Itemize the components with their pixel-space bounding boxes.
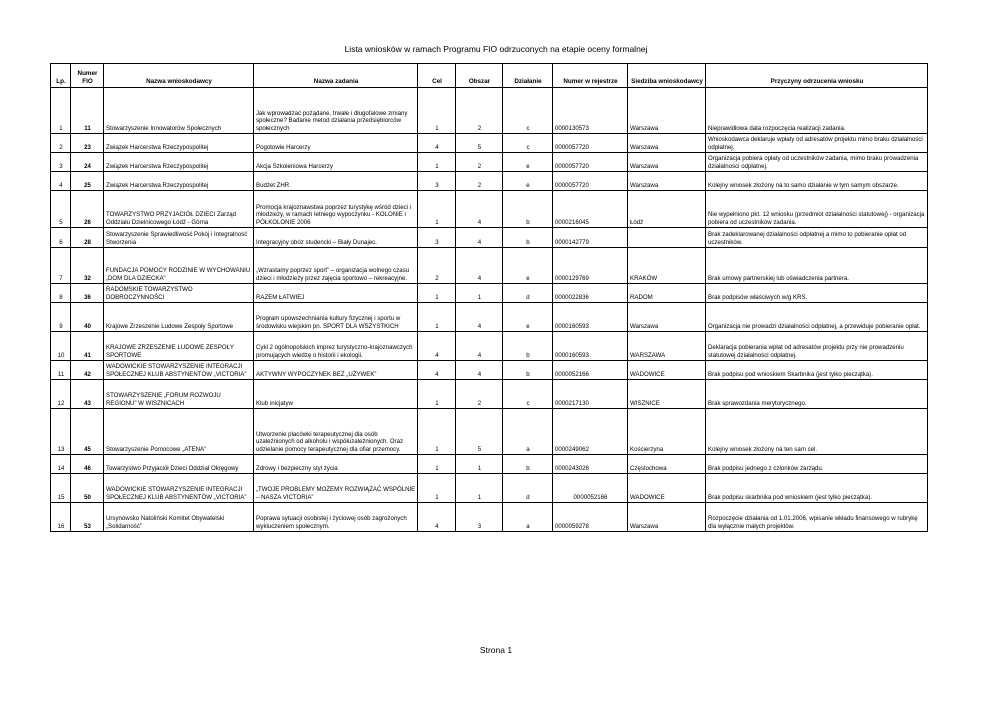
row-nr-fio: 23 [71,134,104,153]
row-lp: 1 [51,88,71,134]
row-nr-fio: 43 [71,380,104,409]
row-cel: 1 [418,380,456,409]
row-zadanie: Jak wprowadzać pożądane, trwałe i długofalowe zmiany społeczne? Badanie metod działania przedsiębiorców społecznych [254,88,418,134]
row-obszar: 1 [456,455,503,474]
row-rejestr: 0000022836 [553,284,628,303]
row-siedziba: WADOWICE [628,361,706,380]
row-siedziba: Warszawa [628,134,706,153]
row-siedziba: Częstochowa [628,455,706,474]
row-siedziba: RADOM [628,284,706,303]
table-row [51,332,928,361]
row-dzialanie: d [503,284,553,303]
table-row [51,134,928,153]
row-przyczyny: Brak podpisów właściwych w/g KRS. [706,284,928,303]
row-lp: 12 [51,380,71,409]
row-nr-fio: 32 [71,248,104,284]
row-wnioskodawca: KRAJOWE ZRZESZENIE LUDOWE ZESPOŁY SPORTOWE [104,332,254,361]
row-cel: 3 [418,228,456,248]
table-header-row [51,64,928,88]
row-rejestr: 0000217130 [553,380,628,409]
row-dzialanie: c [503,88,553,134]
row-cel: 4 [418,503,456,532]
row-zadanie: RAZEM ŁATWIEJ [254,284,418,303]
row-przyczyny: Brak umowy partnerskiej lub oświadczenia partnera. [706,248,928,284]
table-row [51,191,928,228]
row-zadanie: AKTYWNY WYPOCZYNEK BEZ „UŻYWEK” [254,361,418,380]
row-dzialanie: b [503,455,553,474]
row-cel: 1 [418,303,456,332]
row-lp: 5 [51,191,71,228]
row-obszar: 4 [456,332,503,361]
row-cel: 1 [418,191,456,228]
row-siedziba: KRAKÓW [628,248,706,284]
row-dzialanie: b [503,361,553,380]
row-wnioskodawca: Stowarzyszenie Sprawiedliwość Pokój i Integralność Stworzenia [104,228,254,248]
row-siedziba [628,228,706,248]
row-zadanie: „Wzrastamy poprzez sport” – organizacja wolnego czasu dzieci i młodzieży przez zajęcia sportowo – rekreacyjne. [254,248,418,284]
row-lp: 7 [51,248,71,284]
row-obszar: 4 [456,303,503,332]
row-rejestr: 0000052166 [553,361,628,380]
row-wnioskodawca: Związek Harcerstwa Rzeczypospolitej [104,134,254,153]
row-zadanie: Poprawa sytuacji osobistej i życiowej osób zagrożonych wykluczeniem społecznym. [254,503,418,532]
header-lp: Lp. [51,64,71,88]
row-zadanie: Pogotowie Harcerzy [254,134,418,153]
row-lp: 10 [51,332,71,361]
row-dzialanie: b [503,228,553,248]
row-rejestr: 0000130573 [553,88,628,134]
row-rejestr: 0000243026 [553,455,628,474]
header-siedziba: Siedziba wnioskodawcy [628,64,706,88]
row-przyczyny: Kolejny wniosek złożony na to samo działanie w tym samym obszarze. [706,172,928,191]
row-rejestr: 0000057720 [553,172,628,191]
table-row [51,503,928,532]
row-nr-fio: 25 [71,172,104,191]
header-wnioskodawca: Nazwa wnioskodawcy [104,64,254,88]
row-dzialanie: b [503,191,553,228]
row-nr-fio: 41 [71,332,104,361]
row-przyczyny: Wnioskodawca deklaruje wpłaty od adresatów projektu mimo braku działalności odpłatnej. [706,134,928,153]
row-zadanie: Integracyjny obóz studencki – Biały Dunajec. [254,228,418,248]
row-rejestr: 0000160593 [553,332,628,361]
row-dzialanie: e [503,153,553,172]
row-cel: 4 [418,332,456,361]
row-zadanie: „TWOJE PROBLEMY MOŻEMY ROZWIĄZAĆ WSPÓLNIE – NASZA VICTORIA” [254,474,418,503]
table-row [51,303,928,332]
row-siedziba: WADOWICE [628,474,706,503]
row-siedziba: Warszawa [628,303,706,332]
row-siedziba: Warszawa [628,153,706,172]
row-lp: 14 [51,455,71,474]
row-siedziba: Warszawa [628,172,706,191]
row-nr-fio: 46 [71,455,104,474]
table-row [51,361,928,380]
row-zadanie: Utworzenie placówki terapeutycznej dla osób uzależnionych od alkoholu i współuzależnionych. Oraz udzielanie pomocy terapeutycznej dla ofiar przemocy. [254,409,418,455]
row-wnioskodawca: Związek Harcerstwa Rzeczypospolitej [104,153,254,172]
row-zadanie: Akcja Szkoleniowa Harcerzy [254,153,418,172]
row-siedziba: WISZNICE [628,380,706,409]
row-obszar: 5 [456,409,503,455]
row-wnioskodawca: RADOMSKIE TOWARZYSTWO DOBROCZYNNOŚCI [104,284,254,303]
row-nr-fio: 36 [71,284,104,303]
table-row [51,248,928,284]
row-cel: 1 [418,88,456,134]
row-przyczyny: Brak podpisu pod wnioskiem Skarbnika (jest tylko pieczątka). [706,361,928,380]
table-row [51,455,928,474]
row-lp: 6 [51,228,71,248]
row-rejestr: 0000059278 [553,503,628,532]
row-dzialanie: a [503,409,553,455]
row-przyczyny: Nieprawidłowa data rozpoczęcia realizacji zadania. [706,88,928,134]
table-row [51,153,928,172]
row-dzialanie: d [503,474,553,503]
row-lp: 13 [51,409,71,455]
row-wnioskodawca: Ursynowsko Natoliński Komitet Obywatelski „Solidarność” [104,503,254,532]
row-wnioskodawca: Związek Harcerstwa Rzeczypospolitej [104,172,254,191]
row-rejestr: 0000160593 [553,303,628,332]
row-zadanie: Zdrowy i bezpieczny styl życia [254,455,418,474]
row-nr-fio: 11 [71,88,104,134]
row-cel: 1 [418,284,456,303]
row-nr-fio: 42 [71,361,104,380]
row-cel: 1 [418,455,456,474]
table-row [51,284,928,303]
row-lp: 3 [51,153,71,172]
row-przyczyny: Nie wypełniono pkt. 12 wniosku (przedmiot działalności statutowej) - organizacja pobiera od uczestników zadania. [706,191,928,228]
row-siedziba: Warszawa [628,88,706,134]
row-wnioskodawca: Stowarzyszenie Pomocowe „ATENA” [104,409,254,455]
row-lp: 9 [51,303,71,332]
header-cel: Cel [418,64,456,88]
row-rejestr: 0000057720 [553,153,628,172]
row-lp: 4 [51,172,71,191]
row-nr-fio: 26 [71,191,104,228]
table-row [51,172,928,191]
row-wnioskodawca: WADOWICKIE STOWARZYSZENIE INTEGRACJI SPOŁECZNEJ KLUB ABSTYNENTÓW „VICTORIA” [104,474,254,503]
row-dzialanie: a [503,503,553,532]
row-zadanie: Program upowszechniania kultury fizycznej i sportu w środowisku wiejskim pn. SPORT DLA WSZYSTKICH [254,303,418,332]
header-przyczyny: Przyczyny odrzucenia wniosku [706,64,928,88]
row-przyczyny: Organizacja pobiera opłaty od uczestników zadania, mimo braku prowadzenia działalności odpłatnej. [706,153,928,172]
table-row [51,228,928,248]
row-obszar: 1 [456,474,503,503]
row-rejestr: 0000052166 [553,474,628,503]
row-przyczyny: Brak podpisu jednego z członków zarządu. [706,455,928,474]
row-lp: 2 [51,134,71,153]
row-nr-fio: 40 [71,303,104,332]
row-przyczyny: Deklaracja pobierania wpłat od adresatów projektu przy nie prowadzeniu statutowej działalności odpłatnej. [706,332,928,361]
header-rejestr: Numer w rejestrze [553,64,628,88]
row-cel: 1 [418,474,456,503]
row-przyczyny: Organizacja nie prowadzi działalności odpłatnej, a przewiduje pobieranie opłat. [706,303,928,332]
row-obszar: 1 [456,284,503,303]
row-nr-fio: 28 [71,228,104,248]
table-row [51,474,928,503]
header-nr-fio: Numer FIO [71,64,104,88]
row-nr-fio: 24 [71,153,104,172]
row-lp: 8 [51,284,71,303]
row-obszar: 2 [456,172,503,191]
row-obszar: 4 [456,361,503,380]
row-zadanie: Klub inicjatyw [254,380,418,409]
row-zadanie: Budżet ZHR [254,172,418,191]
row-rejestr: 0000249062 [553,409,628,455]
row-obszar: 4 [456,248,503,284]
row-nr-fio: 45 [71,409,104,455]
row-cel: 2 [418,248,456,284]
row-siedziba: Warszawa [628,503,706,532]
row-cel: 4 [418,134,456,153]
row-wnioskodawca: Towarzystwo Przyjaciół Dzieci Oddział Okręgowy [104,455,254,474]
row-cel: 1 [418,409,456,455]
row-przyczyny: Kolejny wniosek złożony na ten sam cel. [706,409,928,455]
row-przyczyny: Brak podpisu skarbnika pod wnioskiem (jest tylko pieczątka). [706,474,928,503]
applications-table [50,63,928,532]
row-przyczyny: Rozpoczęcie działania od 1.01.2006, wpisanie wkładu finansowego w rubrykę dla wyłącznie małych projektów. [706,503,928,532]
header-zadanie: Nazwa zadania [254,64,418,88]
row-lp: 15 [51,474,71,503]
row-wnioskodawca: Krajowe Zrzeszenie Ludowe Zespoły Sportowe [104,303,254,332]
row-przyczyny: Brak sprawozdania merytorycznego. [706,380,928,409]
page-footer: Strona 1 [479,645,513,655]
row-siedziba: Łódź [628,191,706,228]
header-obszar: Obszar [456,64,503,88]
row-dzialanie: e [503,172,553,191]
row-wnioskodawca: TOWARZYSTWO PRZYJACIÓŁ DZIECI Zarząd Oddziału Dzielnicowego Łódź - Górna [104,191,254,228]
row-rejestr: 0000142779 [553,228,628,248]
row-przyczyny: Brak zadeklarowanej działalności odpłatnej a mimo to pobieranie opłat od uczestników. [706,228,928,248]
table-row [51,380,928,409]
row-siedziba: WARSZAWA [628,332,706,361]
row-wnioskodawca: FUNDACJA POMOCY RODZINIE W WYCHOWANIU „DOM DLA DZIECKA” [104,248,254,284]
row-obszar: 2 [456,88,503,134]
row-nr-fio: 53 [71,503,104,532]
row-siedziba: Kościerzyna [628,409,706,455]
row-cel: 1 [418,153,456,172]
row-obszar: 5 [456,134,503,153]
row-cel: 3 [418,172,456,191]
row-dzialanie: c [503,380,553,409]
table-row [51,88,928,134]
row-cel: 4 [418,361,456,380]
header-dzialanie: Działanie [503,64,553,88]
table-row [51,409,928,455]
row-dzialanie: e [503,248,553,284]
page-title: Lista wniosków w ramach Programu FIO odrzuconych na etapie oceny formalnej [344,44,648,54]
row-rejestr: 0000129769 [553,248,628,284]
row-lp: 11 [51,361,71,380]
row-wnioskodawca: Stowarzyszenie Innowatorów Społecznych [104,88,254,134]
row-dzialanie: e [503,303,553,332]
row-rejestr: 0000057720 [553,134,628,153]
row-lp: 16 [51,503,71,532]
row-dzialanie: c [503,134,553,153]
row-obszar: 4 [456,228,503,248]
row-dzialanie: b [503,332,553,361]
row-wnioskodawca: WADOWICKIE STOWARZYSZENIE INTEGRACJI SPOŁECZNEJ KLUB ABSTYNENTÓW „VICTORIA” [104,361,254,380]
row-rejestr: 0000216045 [553,191,628,228]
row-nr-fio: 50 [71,474,104,503]
row-zadanie: Cykl 2 ogólnopolskich imprez turystyczno-krajoznawczych promujących wiedzę o historii i ekologii. [254,332,418,361]
row-obszar: 3 [456,503,503,532]
row-zadanie: Promocja krajoznawstwa poprzez turystykę wśród dzieci i młodzieży, w ramach letniego wypoczynku - KOLONIE i PÓŁKOLONIE 2006 [254,191,418,228]
row-wnioskodawca: STOWARZYSZENIE „FORUM ROZWOJU REGIONU” W WISZNICACH [104,380,254,409]
row-obszar: 4 [456,191,503,228]
row-obszar: 2 [456,380,503,409]
row-obszar: 2 [456,153,503,172]
